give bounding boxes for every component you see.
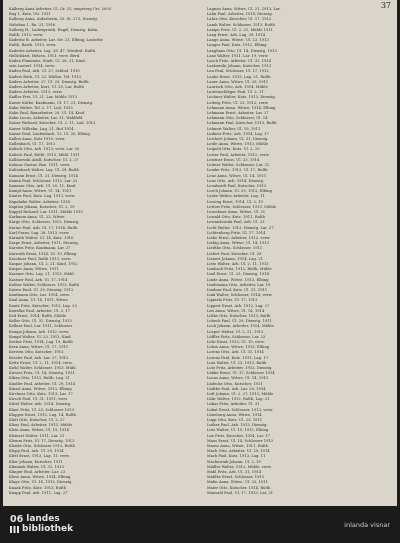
directory-entry: Kirsch Paul, Ul. 31, 1911, verw. [9,397,69,402]
directory-entry: Lübke Ernst, Ul. 17, Schlosser 1914 [207,371,275,376]
directory-entry: Kahn Walter, Tel. 2. 17, Lud. 1913 [9,105,73,110]
directory-entry: Lehmann Otto, Schlosser, Ul. 14 [207,116,268,121]
directory-entry: Kaden Flaminius, Stadt. Ul. 28. 21, Kind. [9,59,86,64]
directory-entry: Laube Ernst, 1913, Lag. 21, Rulth [207,74,271,79]
directory-entry: Knaak Fritz, Kutz. 1913, Rulth [9,485,66,490]
directory-entry: Kather Walter, Schlosser, 1913, Rulth [9,282,80,287]
directory-entry: Liefert Paul, Kutscher, Ul. 29 [207,251,262,256]
logo-line-2: bibliothek [22,523,74,534]
directory-entry: Maas Ernst, Ul. 14, Schlosser 1913 [207,438,274,443]
directory-entry: List Anna, Witwe, Ul. 14, 1914 [207,308,265,313]
directory-entry: Lanz Walter, 1911, Lar. 19, verw. [207,53,269,58]
directory-entry: Loch Johann, Arbeiter, 1914, Mühle [207,324,274,329]
directory-entry: Kaschner Paul, Rulth 1913, verw. [9,256,72,261]
directory-entry: Rulth, 1913, verw. [9,33,44,38]
directory-entry: Kinzel Anna, Witwe, 1912, Elbing [9,386,72,391]
directory-entry: Maier Otto, Kutscher, 1914, Rulth [207,485,271,490]
directory-entry: Lehmann Ernst, Arbeiter, Lar. 27 [207,111,269,116]
directory-entry: Kadler Frei, Ul. 21. Lar. Mühle 1913 [9,95,78,100]
directory-entry: Lippert Ernst, Arb. 1912, Lag. 27 [207,303,270,308]
directory-entry: Kamann Ernst, Ul. 31, Dienstg. 1914 [9,173,78,178]
directory-entry: Klapper Ernst, 1912, Lag. 14, Rulth [9,412,76,417]
directory-entry: Mach Otto, Arbeiter, Ul. 29, 1914 [207,449,270,454]
directory-entry: Klepp Paul, Arb. Ul. 29, 1914 [9,449,64,454]
directory-entry: Lenz Otto, Arb. 1914, Dienstg. [207,178,265,183]
directory-entry: Kallen Anna, Kutz 1910, verw. [9,137,66,142]
directory-entry: Kessler Paul, Arb. Lar. 27, 1912 [9,355,69,360]
directory-entry: Kaders Arbeiter, Kurt, Ul. 29, Lar. Rulth [9,85,84,90]
directory-entry: Lichtenberg Fritz, Ul. 17, 1914 [207,230,266,235]
directory-entry: Kalberg H., Ludwigsrath, Engel, Dienstg. Kahn, [9,27,99,32]
library-logo [10,515,73,534]
directory-entry: Lukat Ernst, Schlosser, 1913, verw. [207,407,274,412]
directory-entry: Mack Paul, Kutz. 1913, Lag. 11 [207,454,266,459]
directory-entry: Karl Franz, Lag. 28, 1913, verw. [9,230,70,235]
directory-entry: Klaus Paul, Arbeiter, 1913, Mühle [9,423,73,428]
directory-entry: Leske Walter, Arbeiter, Lag. 11 [207,194,265,199]
directory-entry: Lenz Anna, Witwe, Ul. 14, 1911 [207,173,267,178]
directory-entry: Keil Ernst, 1914, Rulth, Mühle [9,313,67,318]
directory-entry: Knapp Paul, Arb. 1911, Lag. 27 [9,490,68,495]
directory-entry: Kammer Otto, Arb. Ul. 20. 11, Kind. [9,183,77,188]
directory-entry: Kaders Arbeiter, 27. Ul. 29, Dienstg. Rulth [9,79,89,84]
directory-entry: Kassner Otto, Lag. 21, 1913, Mühl. [9,272,75,277]
directory-entry: Löffler Fritz, Schlosser, Lar. 23 [207,334,266,339]
directory-entry: Lutz Walter, Ul. 19, 1912, Elbing [207,428,269,433]
directory-entry: Karpe Ernst, Arbeiter, 1911, Dienstg. [9,241,79,246]
directory-entry: Kirchner Otto, Kutz. 1913, Lar. 17 [9,392,73,397]
directory-entry: Lamb Walter, Schlosser, 1913, Rulth [207,22,275,27]
directory-entry: Kaltenbach Walter, Lag. Ul. 29, Rulth [9,168,79,173]
directory-entry: Klimmek Walter, Ul. 31, 1913 [9,464,64,469]
directory-entry: Kanter Paul, Kutz. Lag. 1913, verw. [9,194,76,199]
directory-entry: Leitner Walter, Schlosser, Lar. 21 [207,163,270,168]
viewer-footer [0,506,400,543]
right-column [207,7,393,505]
directory-entry: Lüdecke Otto, Kutscher, 1911 [207,381,263,386]
directory-entry: Kellner Paul, Lar. 1911, Schlosser [9,324,73,329]
directory-entry: Löhr Ernst, 1912, Ul. 19, verw. [207,340,265,344]
directory-entry: Lahn Paul, Arbeiter, 1914, Dienstg. [207,12,273,17]
directory-entry: Lechner Walter, Kutz. 1913, Dienstg. [207,95,276,100]
directory-entry: Lucas Anna, Witwe, Ul. 14, 1913 [207,376,269,381]
directory-entry: Mackowiak Johann, Ul. 2, 19 [207,459,261,464]
directory-entry: Loss Walter, Ul. 23, 1913, Rulth [207,360,267,365]
directory-entry: Kempa Johann, Arb. 1912, verw. [9,329,70,334]
directory-entry: Kalmus Gustav, Bau. 1911, verw. [9,163,71,168]
directory-entry: Kappel Richard, Lar. 1911, Mühle 1913 [9,209,83,214]
directory-entry: Klett Ernst, 1913, Lag. 11, verw. [9,454,70,459]
directory-entry: Lessing Ernst, 1914, Ul. 2, 19 [207,199,263,204]
directory-entry: Lüneburg Anna, Witwe, 1914 [207,412,262,417]
directory-entry: Hellichkeit, Helsen, 1911, verw. Berd. [9,53,81,58]
directory-entry: Lind Ernst, Ul. 23, Dienstg. 1914 [207,272,269,277]
directory-entry: Maass Anna, Witwe, 1911, Rulth [207,444,269,449]
directory-entry: Lupp Otto, Kutz. Ul. 23, 1911 [207,418,263,423]
directory-entry: Lautenschläger Paul, Ul. 2, 11 [207,90,264,95]
directory-entry: Klenke Otto, Schlosser 1912, Rulth [9,444,75,449]
directory-entry: Lorenz Otto, Arb. Ul. 31, 1914 [207,350,264,355]
directory-entry: Lampe Fritz, Ul. 2, 21, Mühle 1911 [207,27,273,32]
directory-entry: Kahn Paul, Bauarbeiter, 29. Ul. 14, Kind. [9,111,86,116]
directory-entry: Karbaum Anna, Ul. 23, Witwe [9,215,65,220]
directory-entry: Klemm Fritz, Ul. 17, Dienstg. 1913 [9,438,75,443]
directory-entry: Lagnau Anna, Witwe, Ul. 21, 1913, Lar. [207,7,281,11]
directory-entry: Kamin Paul, Schlosser, 1912, Lar. 22 [9,178,78,183]
directory-entry: Lettow Fritz, Schlosser, 1913, Mühle [207,204,277,209]
directory-entry: Lehmann Paul, Kutscher, 1913, Rulth [207,121,277,126]
credit-text: inlanda visnar [344,521,390,529]
directory-entry: Lasch Fritz, Arbeiter, Ul. 31, 1914 [207,59,272,64]
directory-entry: Leibner Fritz, Arb. 1914, Lag. 17 [207,131,269,136]
directory-entry: Mahl Fritz, Arb. Ul. 31, 1914 [207,470,262,475]
directory-entry: Loeper Walter, Ul. 2, 21, 1913 [207,329,264,334]
directory-entry: Kaspar Johann, Ul. 2, 21, Kind. 1912 [9,261,78,266]
directory-entry: Kluge Otto, Ul. 14, 1912, Dienstg. [9,480,73,485]
directory-entry: Kawelke Paul, Arbeiter, Ul. 2, 17 [9,308,71,313]
directory-entry: Kallenbach, Ul. 17, 1913 [9,142,56,147]
directory-entry: Leipold Otto, Kutz. Ul. 2, 29 [207,147,260,152]
directory-entry: Kalberg Anna, Aufseherin, 25. St. 273, Dienstg. [9,17,99,22]
directory-entry: Klier Johann, Kutscher, 1911 [9,459,63,464]
directory-entry: Leonhardt Paul, Kutscher, 1913 [207,183,267,188]
directory-entry: Karius Paul, Arb. Ul. 17, 1914, Rulth [9,225,78,230]
directory-entry: Leide Anna, Witwe, 1913, Mühle [207,142,269,147]
directory-entry: Kaiser Wilhelm, Lag. 21, Hof 1914 [9,126,74,131]
directory-entry: Limbach Fritz, 1912, Rulth, Mühle [207,267,272,272]
directory-entry: Kapitza Johann, Kutscher, Ul. 2, 19 [9,204,75,209]
directory-entry: Kilian Otto, 1913, Rulth, Lag. 21 [9,376,70,381]
directory-entry: Lipinski Fritz, Ul. 17, 1913 [207,298,258,303]
directory-entry: Licht Walter, 1913, Dienstg. Lar. 27 [207,225,274,230]
directory-entry: Lindemann Otto, Arbeiter, Lar. 19 [207,282,271,287]
directory-entry: Kaufmann Otto, Lar. 1914, verw. [9,293,70,298]
directory-entry: Kleinert Walter, 1911, Lar. 21 [9,433,65,438]
directory-entry: Maiwald Paul, Ul. 17, 1913, Lar. 21 [207,490,274,495]
directory-entry: Liebe Ernst, Arbeiter, 1912, verw. [207,235,271,240]
directory-entry: Kette Ernst, Ul. 2, 11, 1914, verw. [9,360,73,365]
directory-entry: Lux Fritz, Kutscher, 1914, Lar. 17 [207,433,270,438]
directory-entry: Rug 1, Kutz, Uti. 1911 [9,12,51,17]
directory-entry: Lerch Johann, Ul. 29, 1912, Elbing [207,189,272,194]
directory-entry: Klaer Fritz, Ul. 23, Schlosser 1913 [9,407,74,412]
directory-entry: Kiesow Fritz, Ul. 14, Dienstg. 1911 [9,371,75,376]
directory-entry: Kern Anna, Witwe, Ul. 17, 1911 [9,345,69,350]
directory-entry: Mahn Anna, Witwe, Ul. 23, 1911 [207,480,268,485]
directory-entry: Kaderitz B. Arbeiter, Lar. Str. 21, Elbing, Lasterbr. [9,38,104,43]
directory-entry: Ledwig Fritz, Ul. 23, 1912, verw. [207,100,269,105]
directory-entry: Klinger Paul, Arbeiter, Lar. 23 [9,470,66,475]
directory-entry: Kasper Anna, Witwe, 1911 [9,267,59,272]
directory-entry: Klose Anna, Witwe, 1914, Elbing [9,475,71,480]
directory-entry: Katzer Emil, Ul. 29, Dienstg. 1912 [9,287,74,292]
directory-entry: Luft Johann, Ul. 2, 27, 1913, Mühle [207,392,274,397]
directory-entry: Lewandowski Paul, Arb. Ul. 23 [207,220,265,225]
directory-entry: Lehmann Anna, Witwe, 1914, Elbing [207,105,276,110]
page-number: 37 [380,1,391,10]
directory-entry: Karnath Walter, Ul. 14, Kutz. 1910 [9,235,74,240]
directory-entry: Mahlke Ernst, Schlosser, 1913 [207,475,265,480]
left-column [9,7,195,505]
directory-entry: Kaiser Paul, Laufenbach, 12. Ul. 20, Elbing [9,131,90,136]
directory-entry: Leistner Ernst, Ul. 23, 1914 [207,157,260,162]
directory-entry: Langhans Otto, Ul. 14, Dienstg. 1913 [207,48,277,53]
directory-entry: Kallinowski Adolf, Kutscher, Ul. 2, 27 [9,157,79,162]
directory-entry: Kittel Walter, Arb. 1914, Dienstg. [9,402,72,407]
directory-entry: Mädler Walter, 1912, Mühle, verw. [207,464,272,469]
directory-entry: Lorenz Paul, Kutz. 1911, Lag. 17 [207,355,269,360]
directory-entry: Lühr Walter, 1912, Rulth, Lag. 21 [207,397,270,402]
directory-entry: Luther Paul, Arb. 1913, Dienstg. [207,423,268,428]
directory-entry: Kindler Paul, Arbeiter, Ul. 29, 1914 [9,381,76,386]
directory-entry: Lemke Fritz, 1913, Ul. 17, Rulth [207,168,268,173]
logo-line-1: landes [26,514,60,524]
directory-entry: Lauer Anna, Witwe, Ul. 29, 1911 [207,79,269,84]
directory-entry: Lang Ernst, Arb. Lag. 29, 1914 [207,33,266,38]
directory-entry: Lohse Anna, Witwe, 1913, Elbing [207,345,270,350]
directory-entry: Kalisch Paul, Rulth, 1913, Mühl. 1911 [9,152,80,157]
directory-entry: Kastner Paul, Arb. Ul. 17, 1914 [9,277,68,282]
directory-entry: Kaul Anna, Ul. 14, 1911, Witwe [9,298,68,303]
directory-entry: Kalisch Otto, Arb. 1913, verw. Lar. 20 [9,147,80,152]
directory-entry: Rulth, Rarth. 1913, verw. [9,43,57,48]
directory-entry: Liedtke Otto, Schlosser, 1911 [207,246,263,251]
directory-entry: Klatt Otto, Kutscher, Ul. 2, 27 [9,418,65,423]
directory-entry: Kautz Fritz, Kutscher, 1913, Lag. 20 [9,303,77,308]
directory-entry: Laurisch Otto, Arb. 1914, Mühle [207,85,268,90]
directory-entry: Kaders Ruth, Ul. 23, Wüllen. Tel. 1913 [9,74,81,79]
directory-entry: Liebig Anna, Witwe, Ul. 14, 1913 [207,241,269,246]
directory-entry: Karwath Ernst, 1914, Ul. 19, Elbing [9,251,77,256]
directory-entry: Kapahnke Walter, Arbeiter, 1914 [9,199,70,204]
directory-entry: Karsten Fritz, Kaufmann, Lar. 27 [9,246,71,251]
directory-entry: Keller Otto, Ul. 31, Dienstg. 1913 [9,319,72,324]
directory-entry: Lienert Johann, 1914, Lag. 21 [207,256,263,261]
directory-entry: Langer Paul, Kutz. 1912, Elbing [207,43,267,48]
directory-entry: Lindner Paul, Kutz. Ul. 31, 1911 [207,287,268,292]
directory-entry: Lotz Fritz, Arbeiter, 1912, Dienstg. [207,366,273,371]
directory-entry: Lahrs Otto, Kutscher, Ul. 17, 1912 [207,17,272,22]
directory-entry: Lüdtke Paul, Arb. Lar. 29, 1914 [207,386,266,391]
directory-entry: Linde Anna, Witwe, 1913, Elbing [207,277,269,282]
directory-entry: Leiser Paul, Arbeiter, 1912, verw. [207,152,270,157]
directory-entry: Klein Anna, Witwe, Ul. 19, 1914 [9,428,69,433]
directory-entry: Kalberg Anna Arbeiter, Ul. Gr. 31, eingetrag Urt. 2093 [9,7,112,11]
scanned-page [3,0,397,506]
directory-entry: Lobeck Paul, Ul. 29, Dienstg. 1911 [207,319,272,324]
directory-entry: Kampf Anna, Witwe, Ul. 14, 1911 [9,189,72,194]
directory-entry: Lietz Walter, Arb. Ul. 2, 11, 1913 [207,261,269,266]
directory-entry: Kahn Lucas, Arbeiter, Lar. 31, Wahlfeld [9,116,83,121]
directory-entry: Kaderitz Arbeiter, Lag. 28. 47, Wiesbrd. Rulth. [9,48,97,53]
directory-entry: Kiehl Walter, Schlosser, 1913, Mühl. [9,366,77,371]
directory-entry: Leichert Johann, Ul. 31, Dienstg. [207,137,269,142]
logo-number: 06 [10,514,24,525]
directory-entry: Leuschner Anna, Witwe, Ul. 31 [207,209,266,214]
directory-entry: Kaders Arbeiter, 1913, verw. [9,90,63,95]
directory-entry: Nahrbau 1, Ru. 21, 1916 [9,22,56,27]
directory-entry: Laskowski Johann, Kutscher, 1913 [207,64,272,69]
directory-entry: Lehnert Walter, Ul. 19, 1911 [207,126,261,131]
directory-entry: Karge Otto, Schlosser, 1913, Dienstg. [9,220,80,225]
directory-entry: Kerber Fritz, 1914, Lag. 19, Rulth [9,340,73,344]
directory-entry: Lau Paul, Schlosser, Ul. 17, 1912 [207,69,269,74]
directory-entry: Littke Otto, Kutscher, 1913, Rulth [207,313,271,318]
directory-entry: Lukas Fritz, Arbeiter, Ul. 31 [207,402,260,407]
logo-bars-icon [10,526,20,533]
directory-entry: Kersten Otto, Kutscher, 1913 [9,350,64,355]
directory-entry: Kempf Walter, Ul. 23, 1913, Kind. [9,334,72,339]
directory-entry: Kaden Paul, Arb. Ul. 27, Schlod. 1910 [9,69,80,74]
directory-entry: Kaiser Richard, Kutscher, Ul. 2. 11, Lud. 1913 [9,121,96,126]
directory-entry: Kaiser Käthe, Kaufmann, Ul. 17. 21, Dienstg. [9,100,94,105]
directory-entry: sein Lasterl. 1914, verw. [9,64,56,69]
directory-entry: Link Walter, Schlosser, 1914, verw. [207,293,273,298]
directory-entry: Lange Anna, Witwe, Ul. 23, 1913 [207,38,269,43]
directory-entry: Lewald Otto, Kutz. 1911, Rulth [207,215,266,220]
